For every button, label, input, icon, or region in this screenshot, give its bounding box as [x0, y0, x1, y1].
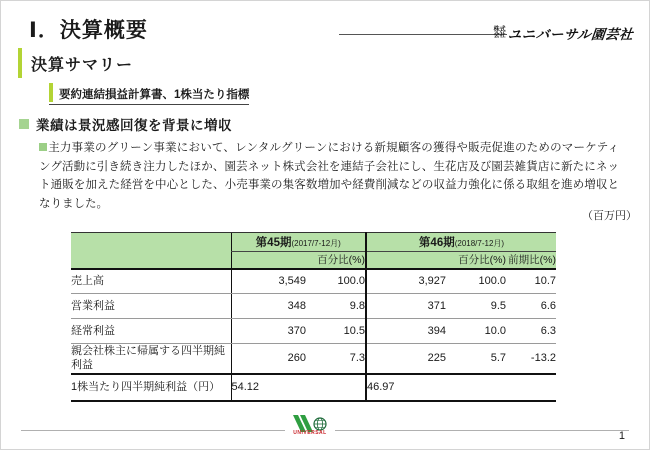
header-cell-empty — [366, 252, 446, 269]
table-row: 経常利益 370 10.5 394 10.0 6.3 — [71, 319, 556, 344]
green-square-bullet-icon — [39, 143, 47, 151]
header-cell-empty — [71, 233, 231, 269]
section-sublabel: 要約連結損益計算書、1株当たり指標 — [59, 89, 250, 101]
highlight-paragraph — [39, 139, 619, 214]
financial-summary-table — [71, 232, 556, 402]
header-cell-pct: 百分比(%) — [446, 252, 506, 269]
page-title: Ⅰ．決算概要 — [29, 19, 148, 42]
green-square-bullet-icon — [19, 119, 29, 129]
table-header-row — [71, 233, 556, 252]
footer-wordmark: UNIVERSAL — [293, 430, 327, 436]
highlight-heading: 業績は景況感回復を背景に増収 — [36, 118, 232, 133]
section-subtitle: 決算サマリー — [31, 56, 134, 74]
accent-bar-icon — [49, 83, 53, 102]
header-cell-empty — [231, 252, 306, 269]
header-divider — [339, 34, 507, 35]
header-cell-period1: 第45期(2017/7-12月) — [231, 233, 366, 252]
highlight-body-text: 主力事業のグリーン事業において、レンタルグリーンにおける新規顧客の獲得や販売促進のためのマーケティング活動に引き続き注力したほか、園芸ネット株式会社を連結子会社にし、生花店及び園芸雑貨店に新たにネット通販を加えた経営を中心とした、小売事業の集客数増加や経費削減などの収益力強化に係る取組を進め増収となりました。 — [39, 142, 619, 211]
company-name: ユニバーサル園芸社 — [506, 27, 634, 42]
header-cell-yoy: 前期比(%) — [506, 252, 556, 269]
table-row: 親会社株主に帰属する四半期純利益 260 7.3 225 5.7 -13.2 — [71, 344, 556, 374]
header-cell-period2: 第46期(2018/7-12月) — [366, 233, 556, 252]
company-logo — [494, 23, 633, 43]
table-row: 1株当たり四半期純利益（円） 54.12 46.97 — [71, 374, 556, 401]
table-row: 営業利益 348 9.8 371 9.5 6.6 — [71, 294, 556, 319]
table-row: 売上高 3,549 100.0 3,927 100.0 10.7 — [71, 269, 556, 294]
section-subtitle-row — [18, 48, 133, 78]
footer-logo — [285, 415, 335, 436]
section-sublabel-row — [49, 83, 249, 105]
highlight-heading-row — [19, 114, 232, 134]
header-cell-pct: 百分比(%) — [306, 252, 366, 269]
company-prefix: 株式 会社 — [493, 27, 506, 39]
accent-bar-icon — [18, 48, 22, 78]
unit-label: （百万円） — [582, 210, 637, 222]
page-number: 1 — [618, 430, 625, 442]
